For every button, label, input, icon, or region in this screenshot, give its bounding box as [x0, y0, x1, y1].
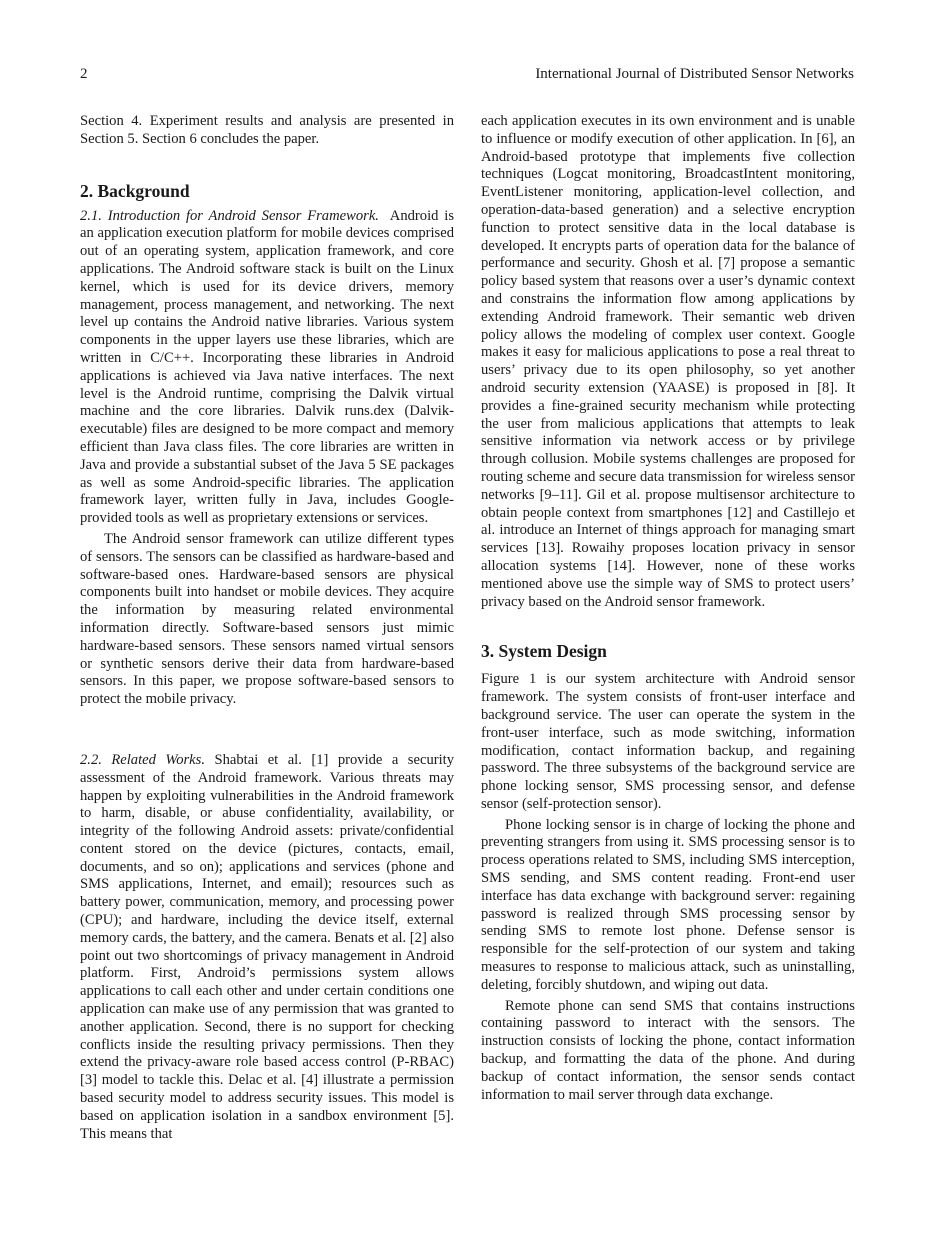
section-3-paragraph-3: Remote phone can send SMS that contains instructions containing password to interact with the sensors. The instruction consists of locking the phone, contact information backup, and formatting the data of the phone. And during backup of contact information, the sensor sends contact information to mail server through data exchange.: [481, 997, 855, 1103]
subsection-2-2-paragraph-1: [80, 752, 454, 1144]
subsection-2-2-title: 2.2. Related Works.: [80, 751, 205, 768]
left-column: [80, 113, 454, 1143]
subsection-2-1-text: Android is an application execution platform for mobile devices comprised out of an operating system, application framework, and core applications. The Android software stack is built on the Linux kernel, which is used for its device drivers, memory management, process management, and networking. The next level up contains the Android native libraries. Various system components in the upper layers use these libraries, which are written in C/C++. Incorporating these libraries in Android applications is achieved via Java native interfaces. The next level is the Android runtime, comprising the Dalvik virtual machine and the core libraries. Dalvik runs.dex (Dalvik-executable) files are designed to be more compact and memory efficient than Java class files. The core libraries are written in Java and provide a substantial subset of the Java 5 SE packages as well as some Android-specific libraries. The application framework layer, written fully in Java, includes Google-provided tools as well as proprietary extensions or services.: [80, 207, 454, 527]
subsection-2-2-text: Shabtai et al. [1] provide a security assessment of the Android framework. Various threats may happen by exploiting vulnerabilities in the Android framework to harm, disable, or abuse confidentiality, availability, or integrity of the following Android assets: private/confidential content stored on the device (pictures, contacts, email, documents, and so on); applications and services (phone and SMS applications, Internet, and email); resources such as battery power, communication, memory, and processing power (CPU); and hardware, including the device itself, external memory cards, the battery, and the camera. Benats et al. [2] also point out two shortcomings of privacy management in Android platform. First, Android’s permissions system allows applications to call each other and under certain conditions one application can make use of any permission that was granted to another application. Second, there is no support for checking conflicts inside the resulting privacy permissions. Then they extend the privacy-aware role based access control (P-RBAC) [3] model to tackle this. Delac et al. [4] illustrate a permission based security model to address security issues. This model is based on application isolation in a sandbox environment [5]. This means that: [80, 751, 455, 1142]
section-2-heading: 2. Background: [80, 180, 190, 201]
section-3-paragraph-1: Figure 1 is our system architecture with Android sensor framework. The system consists of front-user interface and background service. The user can operate the system in the front-user interface, such as mode switching, information modification, contact information backup, and regaining password. The three subsystems of the background service are phone locking sensor, SMS processing sensor, and defense sensor (self-protection sensor).: [481, 671, 855, 812]
section-3-heading: 3. System Design: [481, 641, 607, 662]
running-head: International Journal of Distributed Sensor Networks: [535, 66, 854, 82]
intro-end-paragraph: Section 4. Experiment results and analysis are presented in Section 5. Section 6 concludes the paper.: [80, 113, 454, 147]
section-3-paragraph-2: Phone locking sensor is in charge of locking the phone and preventing strangers from using it. SMS processing sensor is to process operations related to SMS, including SMS interception, SMS sending, and SMS content reading. Front-end user interface has data exchange with background server: regaining password is realized through SMS processing sensor by sending SMS to remote lost phone. Defense sensor is responsible for the self-protection of our system and taking measures to response to malicious attack, such as uninstalling, deleting, forcibly shutdown, and wiping out data.: [481, 816, 855, 993]
page-number: 2: [80, 66, 88, 82]
subsection-2-1-title: 2.1. Introduction for Android Sensor Framework.: [80, 207, 379, 224]
right-column: [481, 113, 855, 1104]
subsection-2-1-paragraph-2: The Android sensor framework can utilize different types of sensors. The sensors can be classified as hardware-based and software-based ones. Hardware-based sensors are physical components built into handset or mobile devices. They acquire the information by measuring related environmental information directly. Software-based sensors just mimic hardware-based sensors. These sensors named virtual sensors or synthetic sensors derive their data from hardware-based sensors. In this paper, we propose software-based sensors to protect the mobile privacy.: [80, 530, 454, 708]
related-works-continuation: each application executes in its own environment and is unable to influence or modify execution of other application. In [6], an Android-based prototype that implements five collection techniques (Logcat monitoring, BroadcastIntent monitoring, EventListener monitoring, application-level collection, and operation-data-based generation) and a selective encryption function to protect sensitive data in the local database is developed. It encrypts parts of operation data for the balance of performance and security. Ghosh et al. [7] propose a semantic policy based system that reasons over a user’s dynamic context and constrains the information flow among applications by extending Android framework. Their semantic web driven policy allows the modeling of complex user context. Google makes it easy for malicious applications to pose a real threat to users’ privacy due to its open philosophy, so yet another android security extension (YAASE) is proposed in [8]. It provides a fine-grained security mechanism while protecting the user from malicious applications that attempts to leak sensitive information via network access or by privilege through collusion. Mobile systems challenges are proposed for routing scheme and secure data transmission for wireless sensor networks [9–11]. Gil et al. propose multisensor architecture to obtain people context from smartphones [12] and Castillejo et al. introduce an Internet of things approach for managing smart services [13]. Rowaihy proposes location privacy in sensor allocation systems [14]. However, none of these works mentioned above use the simple way of SMS to protect users’ privacy based on the Android sensor framework.: [481, 113, 855, 610]
subsection-2-1-paragraph-1: [80, 208, 454, 528]
